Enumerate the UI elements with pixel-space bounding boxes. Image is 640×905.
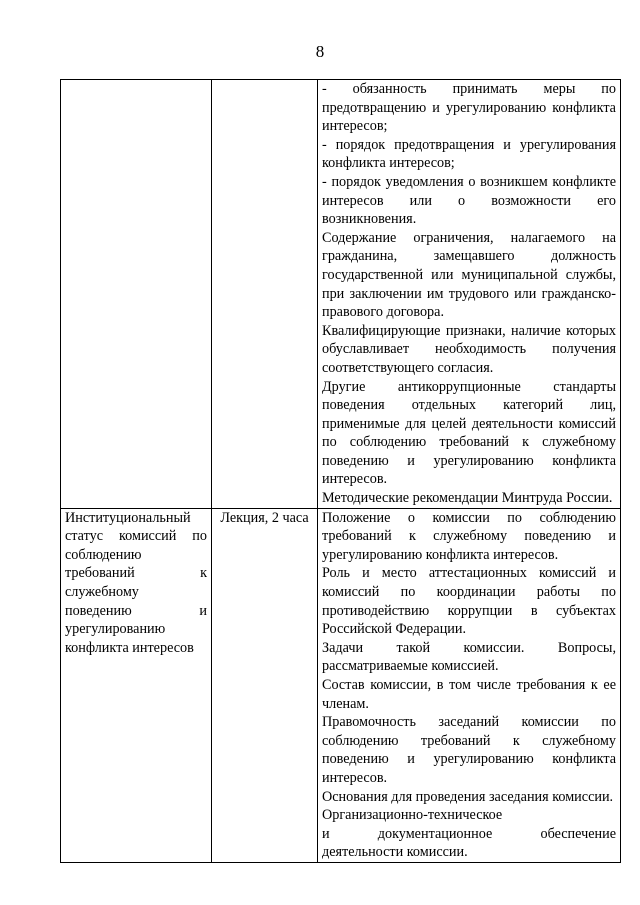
content-paragraph: Основания для проведения заседания комиссии. bbox=[322, 788, 614, 805]
content-paragraph: Задачи такой комиссии. Вопросы, рассматриваемые комиссией. bbox=[322, 639, 616, 675]
content-paragraph: Состав комиссии, в том числе требования к ее членам. bbox=[322, 677, 616, 712]
content-paragraph: - обязанность принимать меры по предотвращению и урегулированию конфликта интересов; bbox=[322, 81, 616, 135]
topic-cell bbox=[61, 80, 212, 509]
curriculum-table bbox=[60, 79, 621, 863]
content-paragraph: - порядок предотвращения и урегулирования конфликта интересов; bbox=[322, 136, 616, 172]
content-paragraph: и документационное обеспечение bbox=[322, 825, 616, 842]
content-paragraph: Организационно-техническое bbox=[322, 807, 503, 824]
topic-title: Институциональный статус комиссий по соблюдению требований к служебному поведению и урегулированию конфликта интересов bbox=[65, 509, 207, 656]
content-paragraph: - порядок уведомления о возникшем конфликте интересов или о возможности его возникновения. bbox=[322, 173, 616, 228]
content-paragraph: Правомочность заседаний комиссии по соблюдению требований к служебному поведению и урегулированию конфликта интересов. bbox=[322, 714, 616, 786]
format-cell bbox=[212, 508, 318, 862]
content-paragraph: Другие антикоррупционные стандарты поведения отдельных категорий лиц, применимые для целей деятельности комиссий по соблюдению требований к служебному поведению и урегулированию конфликта интересов. bbox=[322, 378, 616, 488]
content-cell bbox=[318, 80, 621, 509]
content-paragraph: деятельности комиссии. bbox=[322, 844, 468, 861]
lesson-format: Лекция, 2 часа bbox=[220, 509, 309, 526]
table-row bbox=[61, 508, 621, 862]
page-number: 8 bbox=[315, 42, 325, 61]
content-cell bbox=[318, 508, 621, 862]
table-row bbox=[61, 80, 621, 509]
format-cell bbox=[212, 80, 318, 509]
content-paragraph: Роль и место аттестационных комиссий и комиссий по координации работы по противодействию коррупции в субъектах Российской Федерации. bbox=[322, 565, 616, 638]
content-paragraph: Методические рекомендации Минтруда России. bbox=[322, 490, 613, 507]
content-paragraph: Положение о комиссии по соблюдению требований к служебному поведению и урегулированию конфликта интересов. bbox=[322, 509, 616, 563]
content-paragraph: Содержание ограничения, налагаемого на гражданина, замещавшего должность государственной или муниципальной службы, при заключении им трудового или гражданско-правового договора. bbox=[322, 229, 616, 321]
topic-cell bbox=[61, 508, 212, 862]
content-paragraph: Квалифицирующие признаки, наличие которых обуславливает необходимость получения соответствующего согласия. bbox=[322, 322, 616, 376]
